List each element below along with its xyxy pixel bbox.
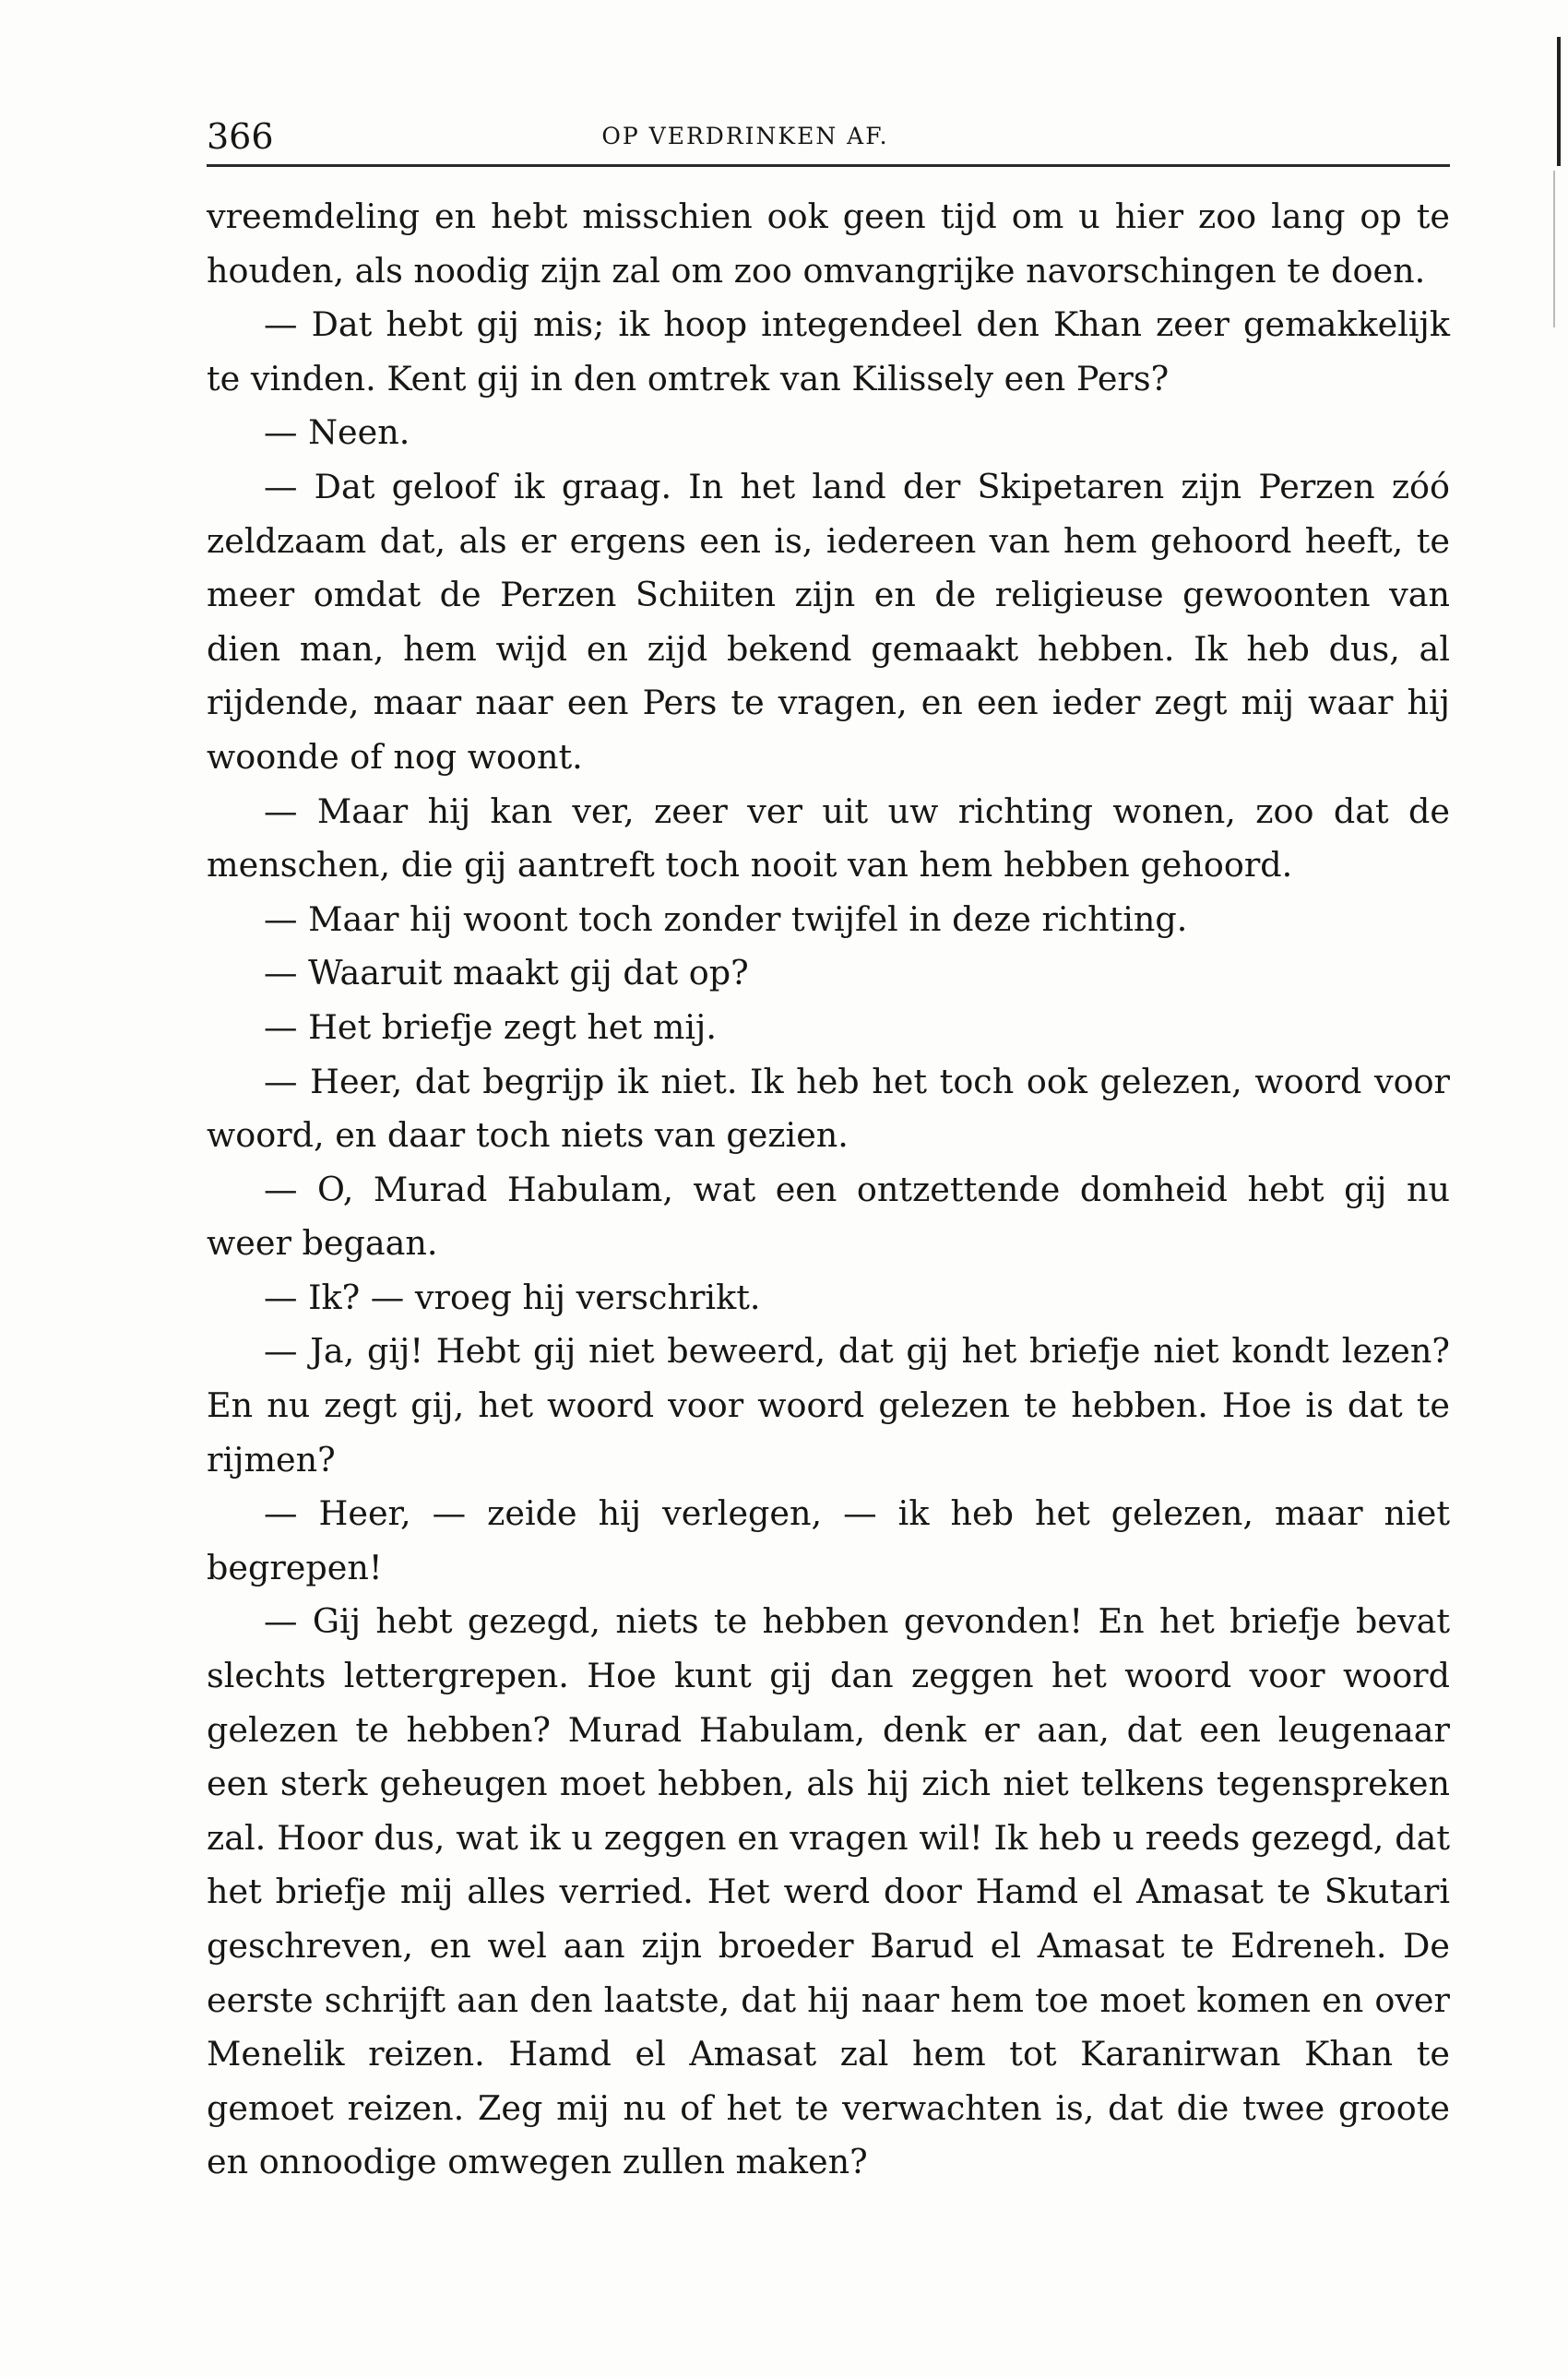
- paragraph: — Heer, — zeide hij verlegen, — ik heb het gelezen, maar niet begrepen!: [207, 1493, 1450, 1587]
- paragraph: — Heer, dat begrijp ik niet. Ik heb het toch ook gelezen, woord voor woord, en daar toch niets van gezien.: [207, 1061, 1450, 1156]
- paragraph: — Waaruit maakt gij dat op?: [264, 953, 749, 993]
- paragraph: — Het briefje zegt het mij.: [264, 1006, 717, 1047]
- paragraph: — Gij hebt gezegd, niets te hebben gevonden! En het briefje bevat slechts lettergrepen. Hoe kunt gij dan zeggen het woord voor woord gelezen te hebben? Murad Habulam, denk er aan, dat een leugenaar een sterk geheugen moet hebben, als hij zich niet telkens tegenspreken zal. Hoor dus, wat ik u zeggen en vragen wil! Ik heb u reeds gezegd, dat het briefje mij alles verried. Het werd door Hamd el Amasat te Skutari geschreven, en wel aan zijn broeder Barud el Amasat te Edreneh. De eerste schrijft aan den laatste, dat hij naar hem toe moet komen en over Menelik reizen. Hamd el Amasat zal hem tot Karanirwan Khan te gemoet reizen. Zeg mij nu of het te verwachten is, dat die twee groote en onnoodige omwegen zullen maken?: [207, 1601, 1450, 2182]
- page-edge-mark: [1557, 37, 1561, 166]
- paragraph: — Maar hij kan ver, zeer ver uit uw richting wonen, zoo dat de menschen, die gij aantreft toch nooit van hem hebben gehoord.: [207, 790, 1450, 885]
- paragraph: — Ja, gij! Hebt gij niet beweerd, dat gij het briefje niet kondt lezen? En nu zegt gij, het woord voor woord gelezen te hebben. Hoe is dat te rijmen?: [207, 1331, 1450, 1480]
- paragraph: vreemdeling en hebt misschien ook geen tijd om u hier zoo lang op te houden, als noodig zijn zal om zoo omvangrijke navorschingen te doen.: [207, 196, 1450, 291]
- page-header: [207, 109, 1450, 160]
- paragraph: — Dat hebt gij mis; ik hoop integendeel den Khan zeer gemakkelijk te vinden. Kent gij in den omtrek van Kilissely een Pers?: [207, 304, 1450, 398]
- header-rule: [207, 164, 1450, 167]
- running-title: OP VERDRINKEN AF.: [601, 123, 889, 149]
- body-text: [207, 190, 1450, 2190]
- paragraph: — Maar hij woont toch zonder twijfel in deze richting.: [264, 898, 1188, 939]
- paragraph: — O, Murad Habulam, wat een ontzettende domheid hebt gij nu weer begaan.: [207, 1169, 1450, 1264]
- paragraph: — Dat geloof ik graag. In het land der Skipetaren zijn Perzen zóó zeldzaam dat, als er ergens een is, iedereen van hem gehoord heeft, te meer omdat de Perzen Schiiten zijn en de religieuse gewoonten van dien man, hem wijd en zijd bekend gemaakt hebben. Ik heb dus, al rijdende, maar naar een Pers te vragen, en een ieder zegt mij waar hij woonde of nog woont.: [207, 466, 1450, 777]
- page-edge-shadow: [1553, 171, 1555, 327]
- paragraph: — Ik? — vroeg hij verschrikt.: [264, 1277, 761, 1317]
- paragraph: — Neen.: [264, 412, 410, 453]
- page-number: 366: [207, 116, 274, 157]
